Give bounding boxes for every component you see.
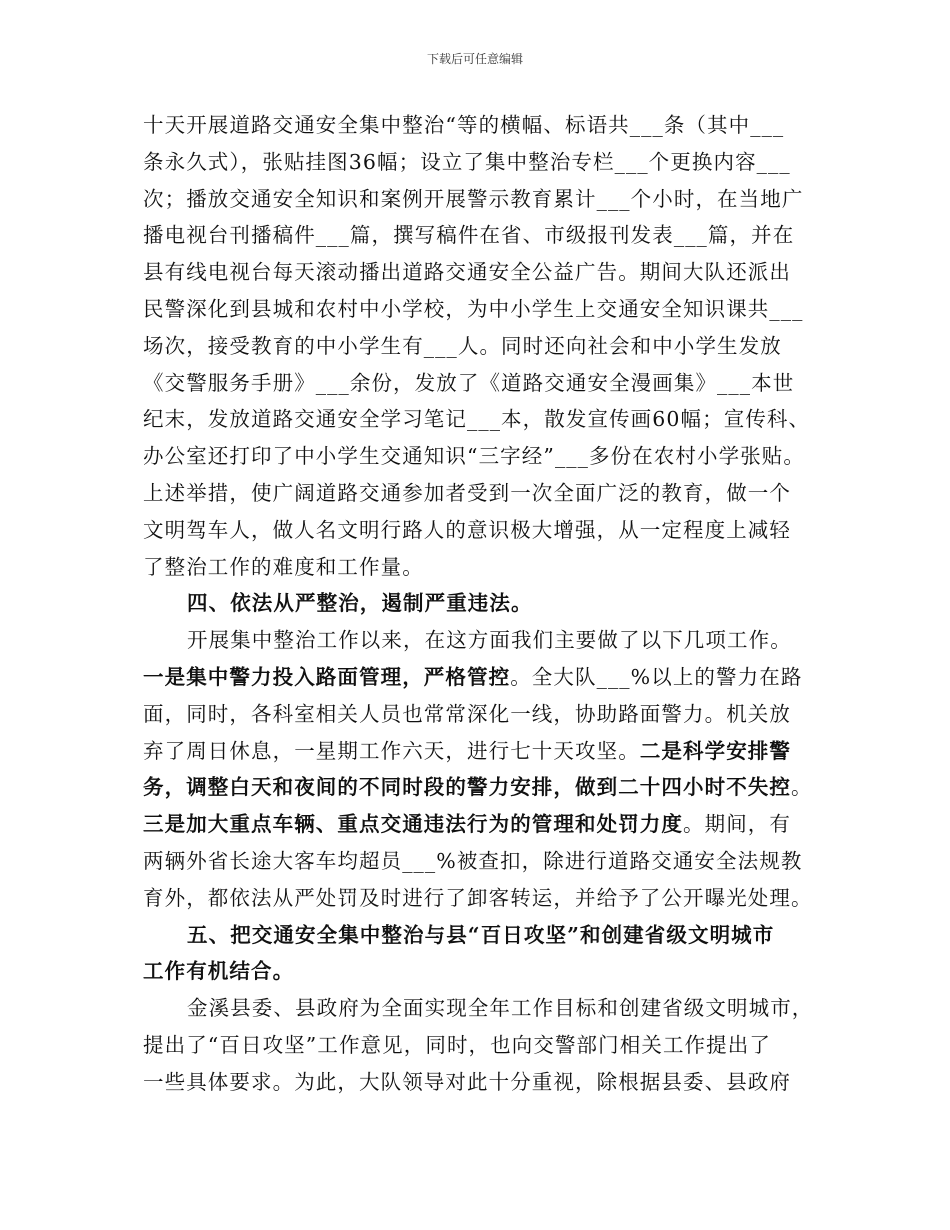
page-header: 下载后可任意编辑: [426, 52, 523, 66]
text-line: 文明驾车人，做人名文明行路人的意识极大增强，从一定程度上减轻: [143, 517, 791, 542]
text-line: 十天开展道路交通安全集中整治“等的横幅、标语共___条（其中___: [143, 113, 785, 137]
point-1-text: 。全大队___%以上的警力在路: [510, 664, 803, 689]
text-line: 两辆外省长途大客车均超员___%被查扣，除进行道路交通安全法规教: [143, 848, 803, 873]
text-line: 一些具体要求。为此，大队领导对此十分重视，除根据县委、县政府: [143, 1069, 791, 1094]
text-line: 育外，都依法从严处罚及时进行了卸客转运，并给予了公开曝光处理。: [143, 885, 813, 910]
point-3-text: 。期间，有: [683, 812, 791, 837]
text-line: 县有线电视台每天滚动播出道路交通安全公益广告。期间大队还派出: [143, 260, 791, 285]
line-text: 。: [791, 775, 813, 800]
text-line: [143, 806, 823, 843]
point-2-bold: 二是科学安排警: [639, 738, 792, 763]
line-text: 弃了周日休息，一星期工作六天，进行七十天攻坚。: [143, 738, 640, 763]
section-5-heading-cont: 工作有机结合。: [143, 959, 295, 984]
point-2-bold-cont: 务，调整白天和夜间的不同时段的警力安排，做到二十四小时不失控: [143, 775, 791, 800]
text-line: 上述举措，使广阔道路交通参加者受到一次全面广泛的教育，做一个: [143, 480, 791, 505]
section-5-heading: 五、把交通安全集中整治与县“百日攻坚”和创建省级文明城市: [187, 922, 775, 947]
text-line: [143, 769, 823, 806]
text-line: [143, 733, 823, 770]
text-line: 播电视台刊播稿件___篇，撰写稿件在省、市级报刊发表___篇，并在: [143, 223, 795, 248]
document-body: [143, 107, 823, 1101]
text-line: 场次，接受教育的中小学生有___人。同时还向社会和中小学生发放: [143, 333, 782, 358]
text-line: 提出了“百日攻坚”工作意见，同时，也向交警部门相关工作提出了: [143, 1032, 771, 1057]
section-4-heading: 四、依法从严整治，遏制严重违法。: [187, 591, 533, 616]
point-3-bold: 三是加大重点车辆、重点交通违法行为的管理和处罚力度: [143, 812, 683, 837]
text-line: 条永久式），张贴挂图36幅；设立了集中整治专栏___个更换内容___: [143, 149, 791, 174]
text-line: 纪末，发放道路交通安全学习笔记___本，散发宣传画60幅；宣传科、: [143, 407, 811, 432]
point-1-bold: 一是集中警力投入路面管理，严格管控: [143, 664, 511, 689]
text-line: 办公室还打印了中小学生交通知识“三字经”___多份在农村小学张贴。: [143, 444, 806, 469]
text-line: 了整治工作的难度和工作量。: [143, 554, 424, 579]
text-line: 金溪县委、县政府为全面实现全年工作目标和创建省级文明城市，: [187, 996, 814, 1021]
text-line: 《交警服务手册》___余份，发放了《道路交通安全漫画集》___本世: [143, 370, 795, 395]
text-line: [143, 659, 823, 696]
section-4-intro: 开展集中整治工作以来，在这方面我们主要做了以下几项工作。: [187, 628, 792, 653]
text-line: 民警深化到县城和农村中小学校，为中小学生上交通安全知识课共___: [143, 296, 804, 321]
text-line: 面，同时，各科室相关人员也常常深化一线，协助路面警力。机关放: [143, 701, 791, 726]
text-line: 次；播放交通安全知识和案例开展警示教育累计___个小时，在当地广: [143, 186, 804, 211]
